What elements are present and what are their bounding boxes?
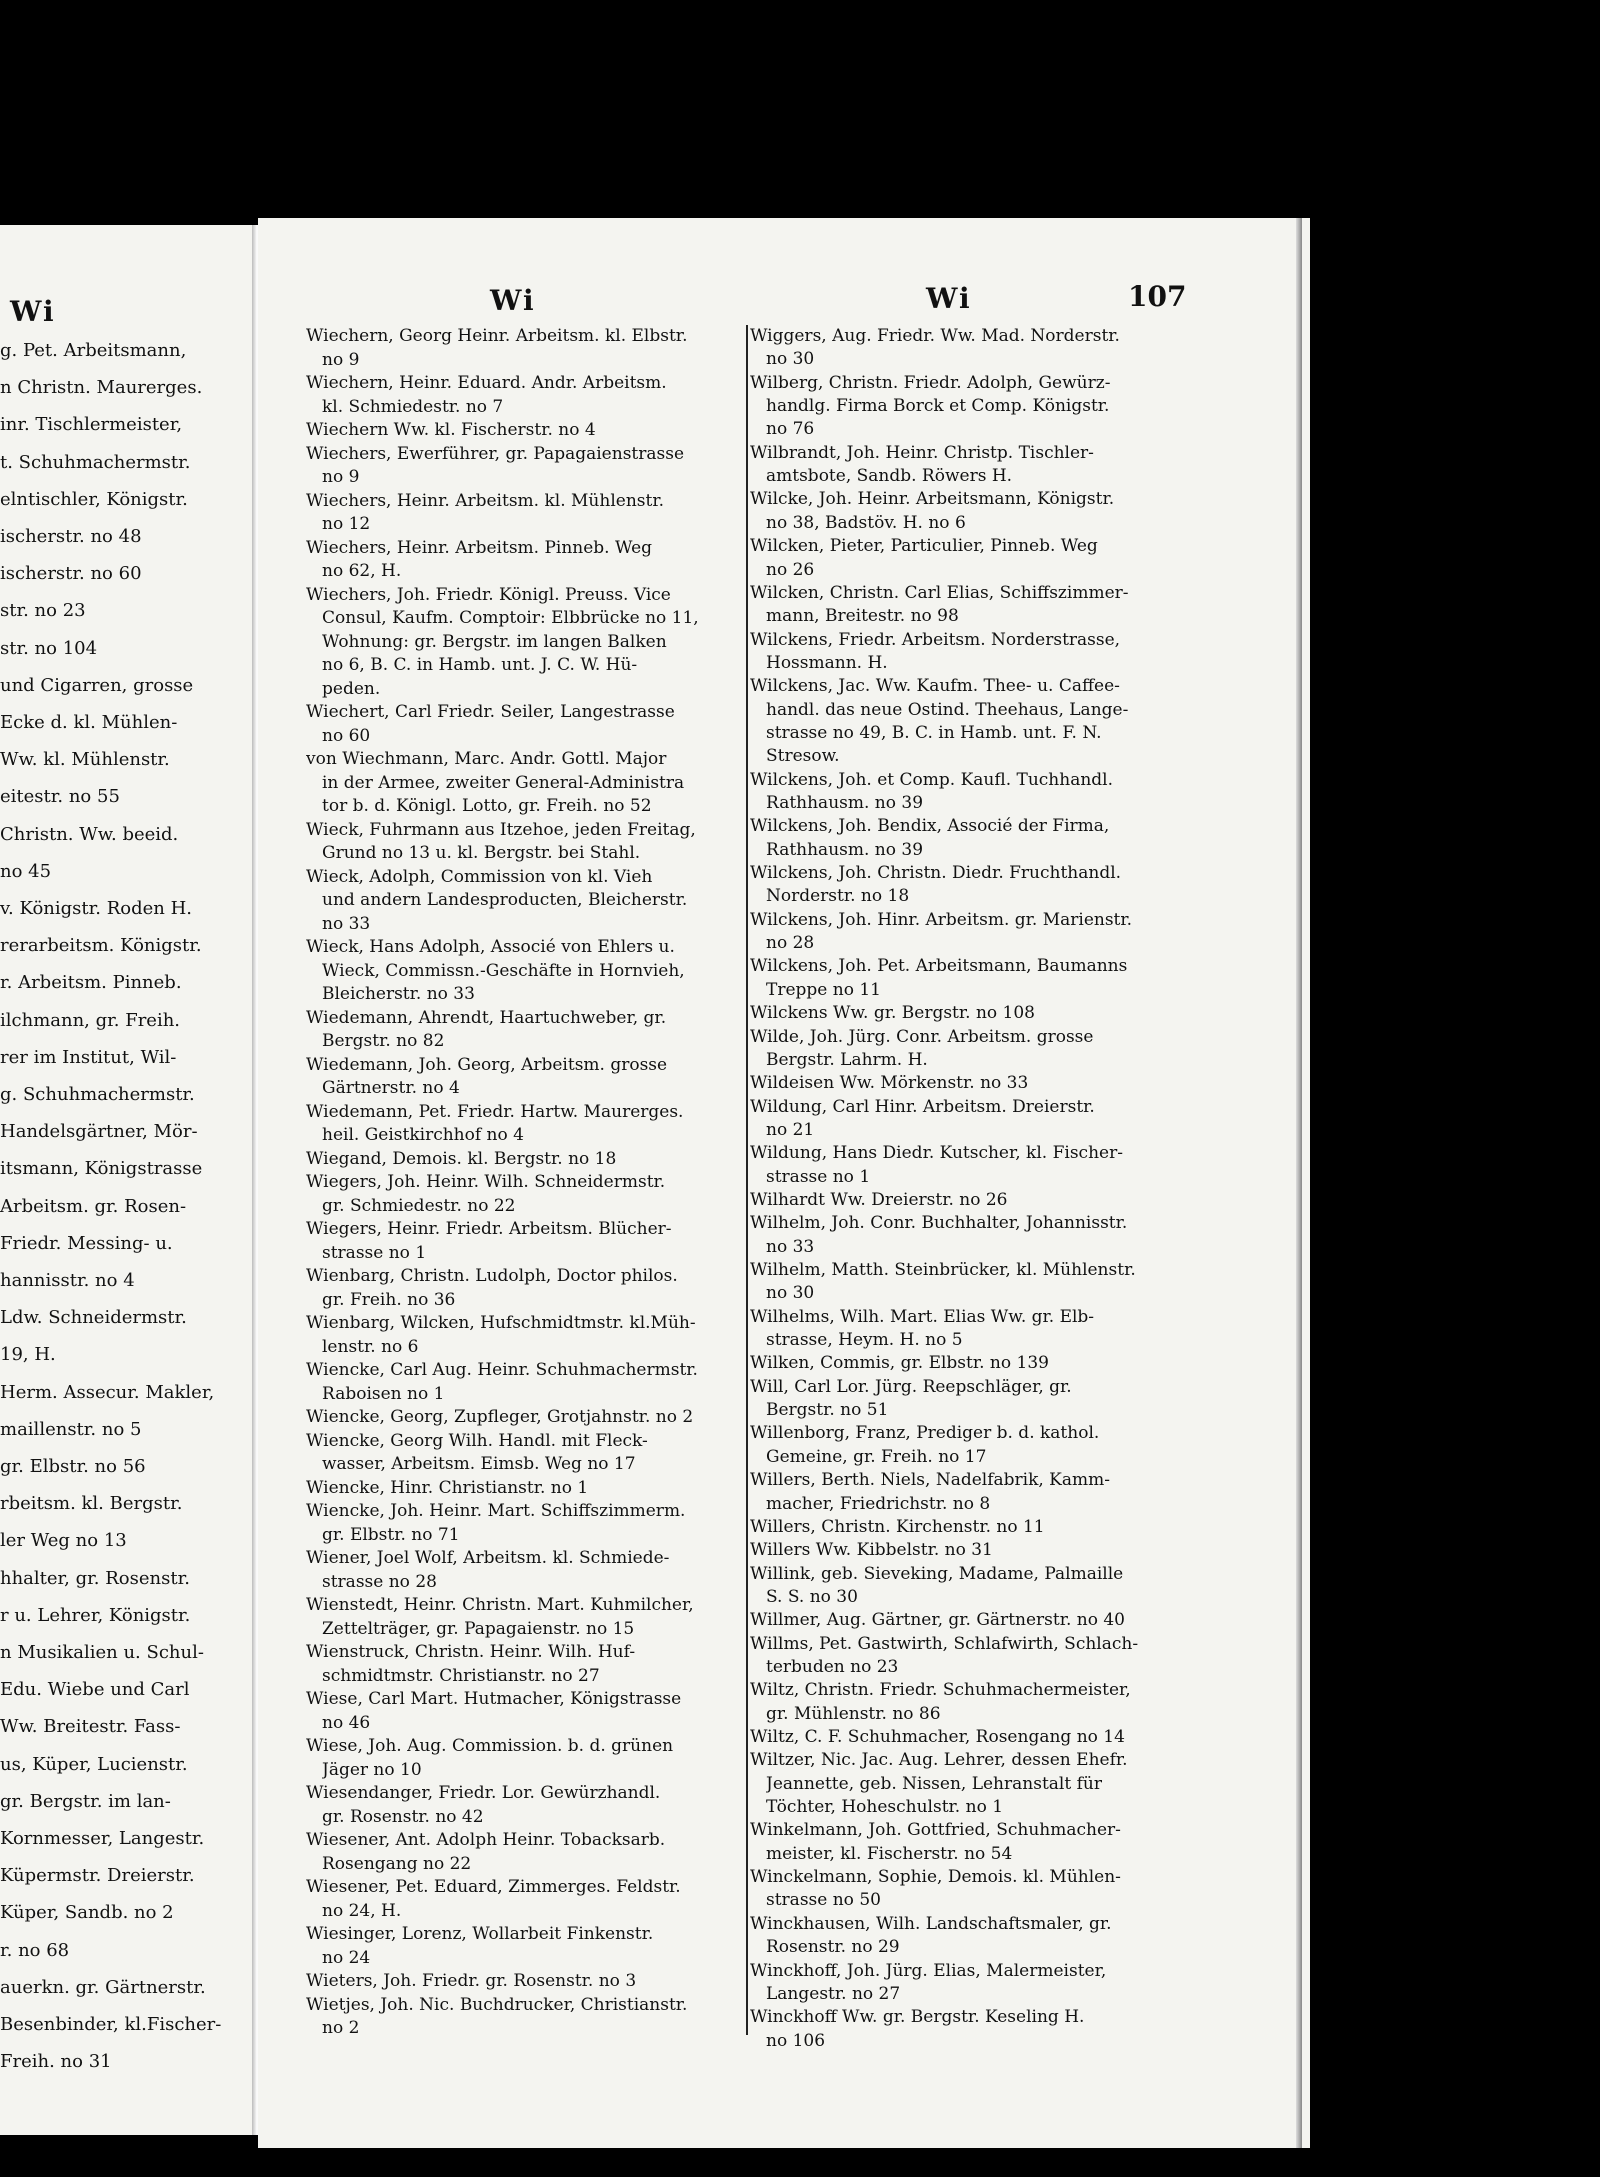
directory-line: Wiencke, Joh. Heinr. Mart. Schiffszimmerm.: [306, 1501, 686, 1521]
directory-line: Willers, Christn. Kirchenstr. no 11: [750, 1516, 1045, 1537]
directory-line: Wilckens, Joh. Christn. Diedr. Fruchthandl.: [750, 863, 1122, 884]
directory-line: Wiedemann, Ahrendt, Haartuchweber, gr.: [306, 1007, 667, 1028]
directory-line: Edu. Wiebe und Carl: [0, 1679, 190, 1701]
directory-line: no 106: [766, 2030, 826, 2051]
directory-line: Willms, Pet. Gastwirth, Schlafwirth, Schlach-: [750, 1633, 1139, 1654]
directory-line: no 6, B. C. in Hamb. unt. J. C. W. Hü-: [322, 655, 638, 675]
directory-line: Rathhausm. no 39: [766, 839, 924, 860]
directory-line: Stresow.: [766, 746, 840, 767]
directory-line: no 60: [322, 725, 371, 746]
directory-line: Wilcken, Christn. Carl Elias, Schiffszimmer-: [750, 582, 1129, 603]
directory-line: strasse no 1: [322, 1242, 427, 1263]
directory-line: Raboisen no 1: [322, 1383, 445, 1404]
directory-line: g. Pet. Arbeitsmann,: [0, 340, 187, 361]
directory-line: Wienstruck, Christn. Heinr. Wilh. Huf-: [306, 1642, 636, 1662]
directory-line: Rathhausm. no 39: [766, 793, 924, 813]
directory-line: Wiechern, Georg Heinr. Arbeitsm. kl. Elbstr.: [306, 326, 688, 346]
directory-line: mann, Breitestr. no 98: [766, 606, 959, 627]
directory-line: Winkelmann, Joh. Gottfried, Schuhmacher-: [750, 1820, 1121, 1841]
directory-line: Wiechern Ww. kl. Fischerstr. no 4: [306, 420, 596, 440]
directory-line: Consul, Kaufm. Comptoir: Elbbrücke no 11,: [322, 608, 699, 628]
directory-line: inr. Tischlermeister,: [0, 414, 183, 436]
directory-line: Wiltzer, Nic. Jac. Aug. Lehrer, dessen Ehefr.: [750, 1750, 1128, 1771]
directory-line: Wiechers, Ewerführer, gr. Papagaienstrasse: [306, 443, 685, 464]
directory-line: Wiesinger, Lorenz, Wollarbeit Finkenstr.: [306, 1924, 654, 1944]
directory-line: Wieck, Commissn.-Geschäfte in Hornvieh,: [322, 960, 685, 981]
directory-line: strasse no 28: [322, 1571, 437, 1592]
directory-line: Willers, Berth. Niels, Nadelfabrik, Kamm-: [750, 1470, 1111, 1491]
directory-line: Winckelmann, Sophie, Demois. kl. Mühlen-: [750, 1867, 1121, 1888]
directory-line: Norderstr. no 18: [766, 886, 910, 907]
directory-line: Christn. Ww. beeid.: [0, 823, 179, 845]
directory-line: Rosenstr. no 29: [766, 1937, 900, 1958]
directory-line: Wiechert, Carl Friedr. Seiler, Langestrasse: [306, 702, 675, 722]
directory-line: r u. Lehrer, Königstr.: [0, 1604, 191, 1626]
directory-line: Wienbarg, Christn. Ludolph, Doctor philos.: [306, 1266, 678, 1286]
directory-line: Besenbinder, kl.Fischer-: [0, 2014, 222, 2035]
directory-line: no 28: [766, 933, 815, 954]
directory-line: no 45: [0, 860, 52, 882]
directory-line: no 38, Badstöv. H. no 6: [766, 512, 966, 533]
directory-line: Wilckens, Jac. Ww. Kaufm. Thee- u. Caffee-: [750, 676, 1120, 697]
directory-line: Treppe no 11: [766, 979, 881, 1000]
directory-line: Wiltz, C. F. Schuhmacher, Rosengang no 14: [750, 1727, 1125, 1747]
directory-line: str. no 23: [0, 600, 86, 622]
directory-line: lenstr. no 6: [322, 1336, 419, 1357]
directory-line: ilchmann, gr. Freih.: [0, 1009, 181, 1031]
column-rule: [746, 325, 748, 2035]
directory-line: Winckhoff Ww. gr. Bergstr. Keseling H.: [750, 2007, 1085, 2028]
directory-line: Wilhelms, Wilh. Mart. Elias Ww. gr. Elb-: [750, 1306, 1095, 1327]
directory-line: Ww. kl. Mühlenstr.: [0, 749, 170, 771]
directory-line: ler Weg no 13: [0, 1530, 127, 1552]
directory-line: Ldw. Schneidermstr.: [0, 1307, 187, 1329]
directory-line: itsmann, Königstrasse: [0, 1158, 203, 1180]
page-edge: [1296, 218, 1302, 2148]
directory-line: Hossmann. H.: [766, 652, 888, 673]
directory-line: Küper, Sandb. no 2: [0, 1902, 174, 1924]
directory-line: no 30: [766, 349, 815, 370]
directory-line: Herm. Assecur. Makler,: [0, 1381, 215, 1403]
left-page: [0, 225, 258, 2135]
directory-line: gr. Schmiedestr. no 22: [322, 1195, 516, 1216]
directory-line: elntischler, Königstr.: [0, 488, 188, 510]
directory-line: Wiencke, Georg, Zupfleger, Grotjahnstr. no 2: [306, 1407, 694, 1427]
directory-line: Wildung, Carl Hinr. Arbeitsm. Dreierstr.: [750, 1096, 1095, 1117]
directory-line: Kornmesser, Langestr.: [0, 1828, 205, 1849]
directory-line: und Cigarren, grosse: [0, 674, 194, 696]
header-left: Wi: [490, 284, 536, 317]
directory-line: Gemeine, gr. Freih. no 17: [766, 1446, 987, 1467]
directory-line: schmidtmstr. Christianstr. no 27: [322, 1665, 600, 1686]
directory-line: eitestr. no 55: [0, 786, 120, 808]
directory-line: Wiechers, Heinr. Arbeitsm. kl. Mühlenstr.: [306, 490, 664, 511]
directory-line: no 76: [766, 419, 815, 440]
directory-line: handlg. Firma Borck et Comp. Königstr.: [766, 396, 1110, 417]
directory-line: Zettelträger, gr. Papagaienstr. no 15: [322, 1618, 635, 1639]
directory-line: no 24, H.: [322, 1900, 402, 1921]
directory-line: Wiesendanger, Friedr. Lor. Gewürzhandl.: [306, 1783, 661, 1803]
directory-line: str. no 104: [0, 637, 98, 659]
directory-line: Wiedemann, Pet. Friedr. Hartw. Maurerges.: [306, 1101, 684, 1122]
directory-line: Wieck, Adolph, Commission von kl. Vieh: [306, 866, 653, 887]
directory-line: S. S. no 30: [766, 1586, 858, 1607]
directory-line: ischerstr. no 60: [0, 563, 142, 585]
directory-line: gr. Freih. no 36: [322, 1289, 456, 1310]
directory-line: maillenstr. no 5: [0, 1418, 142, 1440]
directory-line: Wienstedt, Heinr. Christn. Mart. Kuhmilcher,: [306, 1595, 694, 1615]
header-right: Wi: [926, 282, 972, 315]
directory-line: no 24: [322, 1947, 371, 1968]
directory-line: rbeitsm. kl. Bergstr.: [0, 1493, 183, 1515]
directory-line: Wieters, Joh. Friedr. gr. Rosenstr. no 3: [306, 1971, 637, 1991]
directory-line: von Wiechmann, Marc. Andr. Gottl. Major: [306, 749, 667, 769]
directory-line: Arbeitsm. gr. Rosen-: [0, 1195, 187, 1217]
directory-line: no 46: [322, 1712, 371, 1733]
directory-line: in der Armee, zweiter General-Administra: [322, 772, 685, 793]
directory-line: Will, Carl Lor. Jürg. Reepschläger, gr.: [750, 1376, 1072, 1397]
directory-line: r. Arbeitsm. Pinneb.: [0, 972, 182, 994]
directory-line: wasser, Arbeitsm. Eimsb. Weg no 17: [322, 1454, 636, 1474]
directory-line: Wiechers, Heinr. Arbeitsm. Pinneb. Weg: [306, 537, 653, 558]
left-page-header: Wi: [10, 295, 56, 328]
directory-line: gr. Elbstr. no 71: [322, 1524, 460, 1545]
page-number: 107: [1128, 280, 1187, 313]
directory-line: Wieck, Hans Adolph, Associé von Ehlers u.: [306, 937, 675, 957]
directory-line: Bergstr. no 82: [322, 1031, 445, 1051]
directory-line: t. Schuhmachermstr.: [0, 451, 191, 473]
directory-line: Wiegers, Joh. Heinr. Wilh. Schneidermstr.: [306, 1172, 666, 1192]
directory-line: Wilckens, Joh. Pet. Arbeitsmann, Baumanns: [750, 956, 1128, 977]
directory-line: Wiencke, Hinr. Christianstr. no 1: [306, 1477, 589, 1498]
directory-line: Wilckens, Joh. Hinr. Arbeitsm. gr. Marienstr.: [750, 909, 1133, 930]
directory-line: tor b. d. Königl. Lotto, gr. Freih. no 52: [322, 796, 652, 816]
directory-line: Ww. Breitestr. Fass-: [0, 1716, 181, 1738]
directory-line: Grund no 13 u. kl. Bergstr. bei Stahl.: [322, 843, 641, 863]
directory-line: handl. das neue Ostind. Theehaus, Lange-: [766, 699, 1129, 720]
directory-line: terbuden no 23: [766, 1656, 899, 1677]
directory-line: v. Königstr. Roden H.: [0, 898, 192, 919]
directory-line: Wieck, Fuhrmann aus Itzehoe, jeden Freitag,: [306, 819, 696, 840]
directory-line: gr. Elbstr. no 56: [0, 1456, 146, 1477]
directory-line: us, Küper, Lucienstr.: [0, 1753, 188, 1775]
directory-line: no 12: [322, 514, 371, 534]
directory-line: amtsbote, Sandb. Röwers H.: [766, 466, 1013, 487]
directory-line: Wilhardt Ww. Dreierstr. no 26: [750, 1189, 1008, 1210]
directory-line: Gärtnerstr. no 4: [322, 1078, 460, 1098]
directory-line: no 30: [766, 1283, 815, 1304]
directory-line: Wiener, Joel Wolf, Arbeitsm. kl. Schmiede-: [306, 1548, 670, 1568]
right-page: [258, 218, 1310, 2148]
directory-line: Willink, geb. Sieveking, Madame, Palmaille: [750, 1563, 1124, 1584]
directory-line: Jeannette, geb. Nissen, Lehranstalt für: [766, 1773, 1102, 1794]
directory-line: Wiesener, Ant. Adolph Heinr. Tobacksarb.: [306, 1830, 666, 1850]
directory-line: no 26: [766, 559, 815, 580]
directory-line: no 33: [766, 1236, 815, 1257]
directory-line: gr. Mühlenstr. no 86: [766, 1703, 941, 1724]
directory-line: Wilberg, Christn. Friedr. Adolph, Gewürz-: [750, 372, 1111, 393]
directory-line: Langestr. no 27: [766, 1983, 901, 2004]
directory-line: Jäger no 10: [322, 1759, 422, 1780]
directory-line: Wilhelm, Matth. Steinbrücker, kl. Mühlenstr.: [750, 1260, 1136, 1280]
directory-line: Friedr. Messing- u.: [0, 1232, 173, 1254]
directory-line: Wildeisen Ww. Mörkenstr. no 33: [750, 1073, 1029, 1094]
directory-line: Winckhausen, Wilh. Landschaftsmaler, gr.: [750, 1913, 1112, 1934]
directory-line: macher, Friedrichstr. no 8: [766, 1493, 991, 1514]
directory-line: Wiese, Carl Mart. Hutmacher, Königstrasse: [306, 1689, 682, 1709]
directory-line: Wiencke, Carl Aug. Heinr. Schuhmachermstr.: [306, 1360, 698, 1380]
directory-line: Wilckens, Friedr. Arbeitsm. Norderstrasse,: [750, 629, 1121, 650]
directory-line: hhalter, gr. Rosenstr.: [0, 1567, 190, 1589]
directory-line: Küpermstr. Dreierstr.: [0, 1865, 195, 1887]
directory-line: Wilckens, Joh. Bendix, Associé der Firma,: [750, 816, 1110, 837]
directory-line: Wiechern, Heinr. Eduard. Andr. Arbeitsm.: [306, 373, 667, 393]
directory-line: Wiesener, Pet. Eduard, Zimmerges. Feldstr.: [306, 1877, 681, 1897]
directory-line: Wiese, Joh. Aug. Commission. b. d. grünen: [306, 1736, 674, 1756]
directory-line: Wiechers, Joh. Friedr. Königl. Preuss. Vice: [306, 584, 671, 605]
directory-line: hannisstr. no 4: [0, 1270, 135, 1291]
directory-line: Willers Ww. Kibbelstr. no 31: [750, 1540, 993, 1561]
directory-line: no 2: [322, 2018, 360, 2038]
directory-line: Wilken, Commis, gr. Elbstr. no 139: [750, 1353, 1049, 1374]
directory-line: rer im Institut, Wil-: [0, 1046, 177, 1068]
directory-line: Wilcke, Joh. Heinr. Arbeitsmann, Königstr.: [750, 489, 1115, 510]
directory-line: meister, kl. Fischerstr. no 54: [766, 1843, 1013, 1864]
directory-line: Wilhelm, Joh. Conr. Buchhalter, Johannisstr.: [750, 1213, 1128, 1234]
directory-line: strasse no 49, B. C. in Hamb. unt. F. N.: [766, 722, 1102, 743]
directory-line: heil. Geistkirchhof no 4: [322, 1125, 524, 1145]
directory-line: Wiegers, Heinr. Friedr. Arbeitsm. Blücher-: [306, 1219, 672, 1239]
directory-line: und andern Landesproducten, Bleicherstr.: [322, 890, 688, 910]
directory-line: Wilde, Joh. Jürg. Conr. Arbeitsm. grosse: [750, 1026, 1094, 1047]
directory-line: Wiedemann, Joh. Georg, Arbeitsm. grosse: [306, 1054, 668, 1075]
directory-line: no 62, H.: [322, 561, 402, 581]
directory-line: Handelsgärtner, Mör-: [0, 1121, 198, 1143]
directory-line: Töchter, Hoheschulstr. no 1: [766, 1797, 1004, 1818]
directory-line: Bergstr. Lahrm. H.: [766, 1049, 928, 1070]
directory-line: gr. Rosenstr. no 42: [322, 1806, 484, 1827]
directory-line: n Musikalien u. Schul-: [0, 1642, 204, 1663]
directory-line: no 33: [322, 913, 371, 934]
directory-line: Wienbarg, Wilcken, Hufschmidtmstr. kl.Müh-: [306, 1313, 696, 1333]
directory-line: Wiencke, Georg Wilh. Handl. mit Fleck-: [306, 1430, 648, 1451]
directory-line: Bergstr. no 51: [766, 1400, 889, 1421]
directory-line: r. no 68: [0, 1939, 70, 1961]
directory-line: no 9: [322, 349, 360, 370]
directory-line: kl. Schmiedestr. no 7: [322, 396, 504, 417]
directory-line: Freih. no 31: [0, 2051, 112, 2073]
directory-line: gr. Bergstr. im lan-: [0, 1790, 171, 1812]
directory-line: peden.: [322, 678, 381, 699]
directory-line: Wilckens, Joh. et Comp. Kaufl. Tuchhandl.: [750, 769, 1114, 790]
directory-line: rerarbeitsm. Königstr.: [0, 935, 202, 957]
directory-line: auerkn. gr. Gärtnerstr.: [0, 1976, 206, 1998]
directory-line: Wildung, Hans Diedr. Kutscher, kl. Fischer-: [750, 1143, 1123, 1164]
directory-line: ischerstr. no 48: [0, 526, 142, 547]
directory-line: Wietjes, Joh. Nic. Buchdrucker, Christianstr.: [306, 1994, 688, 2015]
directory-line: Wiltz, Christn. Friedr. Schuhmachermeister,: [750, 1680, 1131, 1701]
directory-line: Willenborg, Franz, Prediger b. d. kathol.: [750, 1423, 1100, 1444]
directory-line: strasse, Heym. H. no 5: [766, 1330, 963, 1351]
directory-line: Wilcken, Pieter, Particulier, Pinneb. Weg: [750, 536, 1098, 557]
directory-line: Wiegand, Demois. kl. Bergstr. no 18: [306, 1148, 617, 1169]
directory-line: strasse no 50: [766, 1890, 881, 1911]
directory-line: n Christn. Maurerges.: [0, 377, 203, 399]
directory-line: g. Schuhmachermstr.: [0, 1084, 195, 1105]
directory-line: Wiggers, Aug. Friedr. Ww. Mad. Norderstr.: [750, 326, 1120, 346]
directory-line: 19, H.: [0, 1344, 56, 1366]
directory-line: Wohnung: gr. Bergstr. im langen Balken: [322, 631, 667, 652]
directory-line: Willmer, Aug. Gärtner, gr. Gärtnerstr. no 40: [750, 1610, 1125, 1631]
directory-line: Ecke d. kl. Mühlen-: [0, 712, 178, 733]
directory-line: Rosengang no 22: [322, 1853, 472, 1874]
directory-line: Bleicherstr. no 33: [322, 984, 475, 1004]
directory-line: no 9: [322, 467, 360, 487]
directory-line: no 21: [766, 1119, 815, 1140]
directory-line: Wilckens Ww. gr. Bergstr. no 108: [750, 1003, 1035, 1024]
directory-line: Winckhoff, Joh. Jürg. Elias, Malermeister,: [750, 1960, 1107, 1981]
directory-line: Wilbrandt, Joh. Heinr. Christp. Tischler-: [750, 442, 1094, 463]
directory-line: strasse no 1: [766, 1166, 871, 1187]
